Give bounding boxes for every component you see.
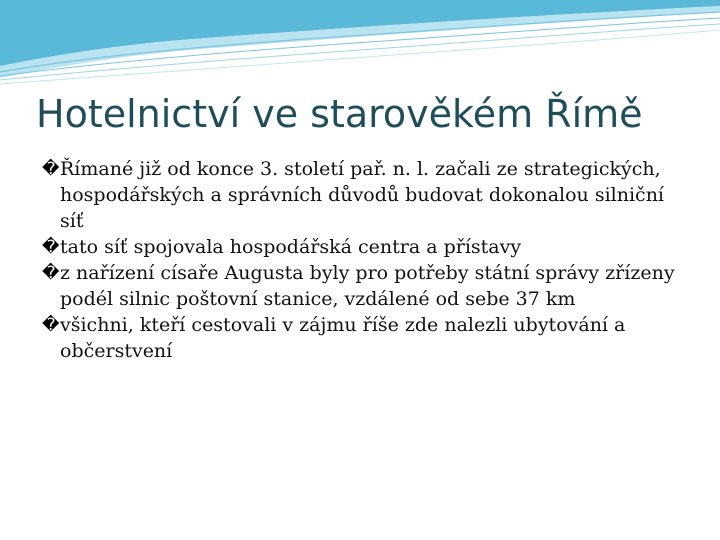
bullet-text: Římané již od konce 3. století pař. n. l. začali ze strategických, hospodářských a správních důvodů budovat dokonalou silniční síť bbox=[60, 158, 665, 232]
bullet-text: z nařízení císaře Augusta byly pro potřeby státní správy zřízeny podél silnic poštovní stanice, vzdálené od sebe 37 km bbox=[60, 262, 675, 310]
bullet-item bbox=[42, 234, 682, 260]
bullet-text: tato síť spojovala hospodářská centra a přístavy bbox=[60, 236, 522, 258]
bullet-item bbox=[42, 312, 682, 364]
bullet-marker-icon: � bbox=[42, 237, 60, 257]
bullet-item bbox=[42, 260, 682, 312]
bullet-item bbox=[42, 156, 682, 234]
header-wave-decoration bbox=[0, 0, 720, 90]
bullet-text: všichni, kteří cestovali v zájmu říše zde nalezli ubytování a občerstvení bbox=[60, 314, 626, 362]
bullet-marker-icon: � bbox=[42, 315, 60, 335]
bullet-marker-icon: � bbox=[42, 263, 60, 283]
slide-title: Hotelnictví ve starověkém Římě bbox=[36, 92, 643, 136]
bullet-marker-icon: � bbox=[42, 159, 60, 179]
bullet-list bbox=[42, 156, 682, 364]
